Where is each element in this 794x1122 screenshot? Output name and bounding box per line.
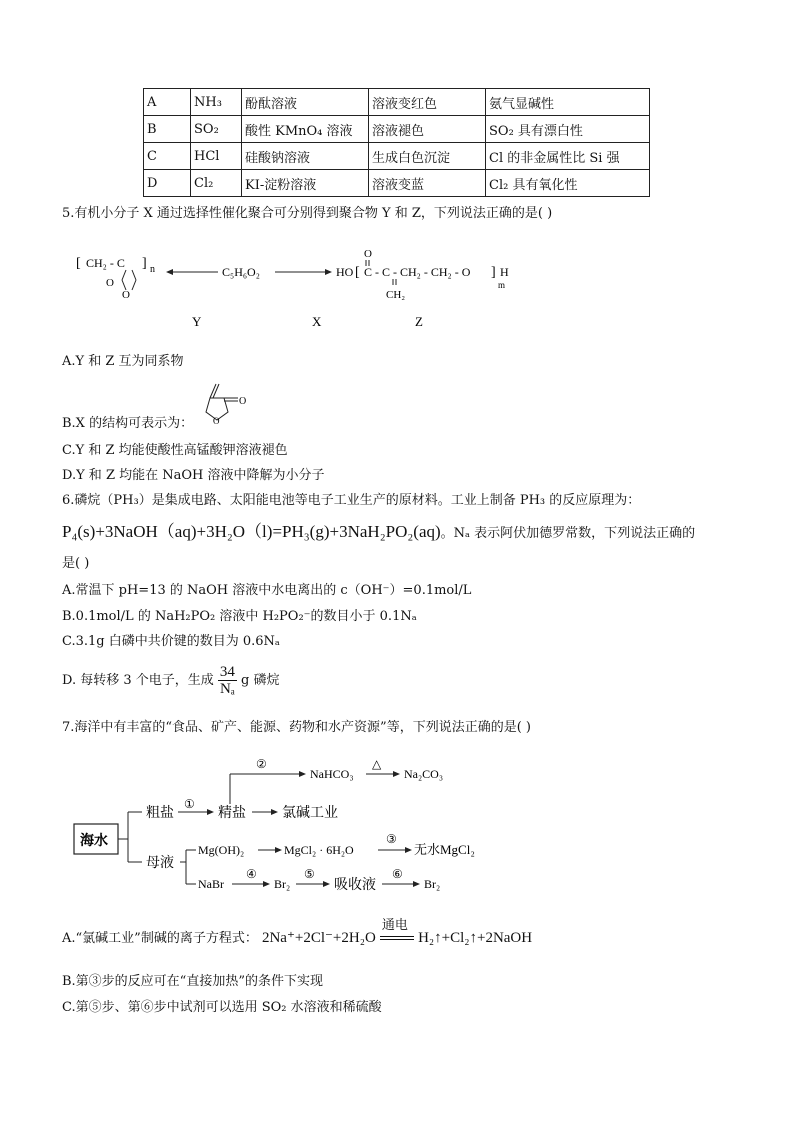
formula-x: C₅H₆O₂ bbox=[222, 265, 260, 279]
q5-opt-b: B.X 的结构可表示为： bbox=[62, 416, 194, 431]
q7-opt-a-pre: A.“氯碱工业”制碱的离子方程式： bbox=[62, 931, 258, 946]
table-cell: Cl 的非金属性比 Si 强 bbox=[486, 143, 650, 170]
nahco3: NaHCO₃ bbox=[310, 767, 354, 781]
q5-stem: 5.有机小分子 X 通过选择性催化聚合可分别得到聚合物 Y 和 Z，下列说法正确的是( ) bbox=[62, 206, 553, 221]
absorb: 吸收液 bbox=[334, 878, 376, 893]
table-cell: Cl₂ 具有氧化性 bbox=[486, 170, 650, 197]
table-cell: HCl bbox=[191, 143, 242, 170]
options-table bbox=[143, 88, 650, 197]
q6-stem1: 6.磷烷（PH₃）是集成电路、太阳能电池等电子工业生产的原材料。工业上制备 PH₃ 的反应原理为： bbox=[62, 493, 641, 508]
table-cell: SO₂ bbox=[191, 116, 242, 143]
y-n: n bbox=[150, 264, 155, 275]
table-cell: A bbox=[144, 89, 191, 116]
step-1: ① bbox=[184, 797, 195, 811]
table-cell: KI-淀粉溶液 bbox=[242, 170, 369, 197]
q7-opt-a-eq: 2Na⁺+2Cl⁻+2H₂O bbox=[261, 930, 376, 946]
step-2: ② bbox=[256, 757, 267, 771]
q6-opt-d-pre: D. 每转移 3 个电子，生成 bbox=[62, 673, 214, 688]
q7-stem: 7.海洋中有丰富的“食品、矿产、能源、药物和水产资源”等，下列说法正确的是( ) bbox=[62, 720, 531, 735]
q6-opt-d bbox=[62, 664, 280, 697]
q6-opt-d-post: g 磷烷 bbox=[241, 673, 280, 688]
step-3: ③ bbox=[386, 832, 397, 846]
x-o-ring: O bbox=[213, 416, 220, 426]
label-x: X bbox=[312, 314, 322, 329]
electrolysis-arrow bbox=[380, 917, 414, 947]
z-h: H bbox=[500, 265, 509, 279]
table-cell: D bbox=[144, 170, 191, 197]
y-o2: O bbox=[122, 289, 130, 301]
q6-stem2: 是( ) bbox=[62, 556, 90, 571]
delta: △ bbox=[372, 757, 382, 771]
crude-salt: 粗盐 bbox=[146, 806, 174, 821]
bracket-left-z: [ bbox=[355, 265, 360, 280]
q6-opt-c: C.3.1g 白磷中共价键的数目为 0.6Nₐ bbox=[62, 634, 280, 649]
table-cell: 溶液变蓝 bbox=[369, 170, 486, 197]
q6-equation-line bbox=[62, 524, 695, 542]
table-cell: SO₂ 具有漂白性 bbox=[486, 116, 650, 143]
fraction-num: 34 bbox=[219, 664, 235, 680]
mgoh2: Mg(OH)₂ bbox=[198, 843, 245, 857]
fraction-den: Nₐ bbox=[219, 681, 235, 697]
q7-opt-a bbox=[62, 917, 533, 947]
refined-salt: 精盐 bbox=[218, 806, 246, 821]
z-ch2: CH₂ bbox=[386, 289, 406, 301]
label-z: Z bbox=[415, 314, 423, 329]
q7-opt-b: B.第③步的反应可在“直接加热”的条件下实现 bbox=[62, 974, 323, 989]
seawater-box: 海水 bbox=[80, 834, 108, 849]
step-5: ⑤ bbox=[304, 867, 315, 881]
q6-opt-a: A.常温下 pH=13 的 NaOH 溶液中水电离出的 c（OH⁻）=0.1mol/L bbox=[62, 583, 472, 598]
step-4: ④ bbox=[246, 867, 257, 881]
z-chain: C - C - CH₂ - CH₂ - O bbox=[364, 265, 471, 279]
table-cell: 酚酞溶液 bbox=[242, 89, 369, 116]
label-y: Y bbox=[192, 314, 202, 329]
y-chain: CH₂ - C bbox=[86, 256, 125, 270]
table-cell: 溶液褪色 bbox=[369, 116, 486, 143]
z-m: m bbox=[498, 280, 506, 290]
y-o1: O bbox=[106, 277, 114, 289]
anhydrous-mgcl2: 无水MgCl₂ bbox=[414, 842, 475, 857]
bracket-right-y: ] bbox=[142, 256, 147, 271]
na2co3: Na₂CO₃ bbox=[404, 767, 444, 781]
bracket-left-y: [ bbox=[76, 256, 81, 271]
cond-text: 通电 bbox=[381, 917, 408, 933]
table-cell: C bbox=[144, 143, 191, 170]
step-6: ⑥ bbox=[392, 867, 403, 881]
x-structure-icon bbox=[196, 376, 256, 426]
q5-structures bbox=[70, 242, 540, 332]
br2-a: Br₂ bbox=[274, 877, 291, 891]
bracket-right-z: ] bbox=[491, 265, 496, 280]
table-cell: 硅酸钠溶液 bbox=[242, 143, 369, 170]
table-cell: B bbox=[144, 116, 191, 143]
table-row bbox=[144, 116, 650, 143]
z-ho: HO bbox=[336, 265, 354, 279]
chlor-alkali: 氯碱工业 bbox=[282, 806, 338, 821]
q7-flowchart bbox=[70, 750, 510, 910]
mother-liquor: 母液 bbox=[146, 856, 174, 871]
nabr: NaBr bbox=[198, 877, 224, 891]
table-row bbox=[144, 89, 650, 116]
z-o: O bbox=[364, 248, 372, 260]
fraction bbox=[218, 664, 237, 697]
table-cell: NH₃ bbox=[191, 89, 242, 116]
q7-opt-a-prod: H₂↑+Cl₂↑+2NaOH bbox=[418, 930, 533, 946]
mgcl2-6h2o: MgCl₂ · 6H₂O bbox=[284, 843, 354, 857]
q6-equation: P₄(s)+3NaOH（aq)+3H₂O（l)=PH₃(g)+3NaH₂PO₂(aq) bbox=[62, 522, 441, 541]
br2-b: Br₂ bbox=[424, 877, 441, 891]
table-cell: Cl₂ bbox=[191, 170, 242, 197]
q6-opt-b: B.0.1mol/L 的 NaH₂PO₂ 溶液中 H₂PO₂⁻的数目小于 0.1Nₐ bbox=[62, 609, 417, 624]
table-row bbox=[144, 143, 650, 170]
table-row bbox=[144, 170, 650, 197]
table-cell: 酸性 KMnO₄ 溶液 bbox=[242, 116, 369, 143]
q6-eq-tail: 。Nₐ 表示阿伏加德罗常数，下列说法正确的 bbox=[440, 526, 696, 541]
table-cell: 氨气显碱性 bbox=[486, 89, 650, 116]
q5-opt-d: D.Y 和 Z 均能在 NaOH 溶液中降解为小分子 bbox=[62, 468, 325, 483]
q5-opt-c: C.Y 和 Z 均能使酸性高锰酸钾溶液褪色 bbox=[62, 443, 288, 458]
q5-opt-a: A.Y 和 Z 互为同系物 bbox=[62, 354, 184, 369]
table-cell: 溶液变红色 bbox=[369, 89, 486, 116]
q7-opt-c: C.第⑤步、第⑥步中试剂可以选用 SO₂ 水溶液和稀硫酸 bbox=[62, 1000, 382, 1015]
table-cell: 生成白色沉淀 bbox=[369, 143, 486, 170]
x-o-carbonyl: O bbox=[239, 396, 247, 407]
